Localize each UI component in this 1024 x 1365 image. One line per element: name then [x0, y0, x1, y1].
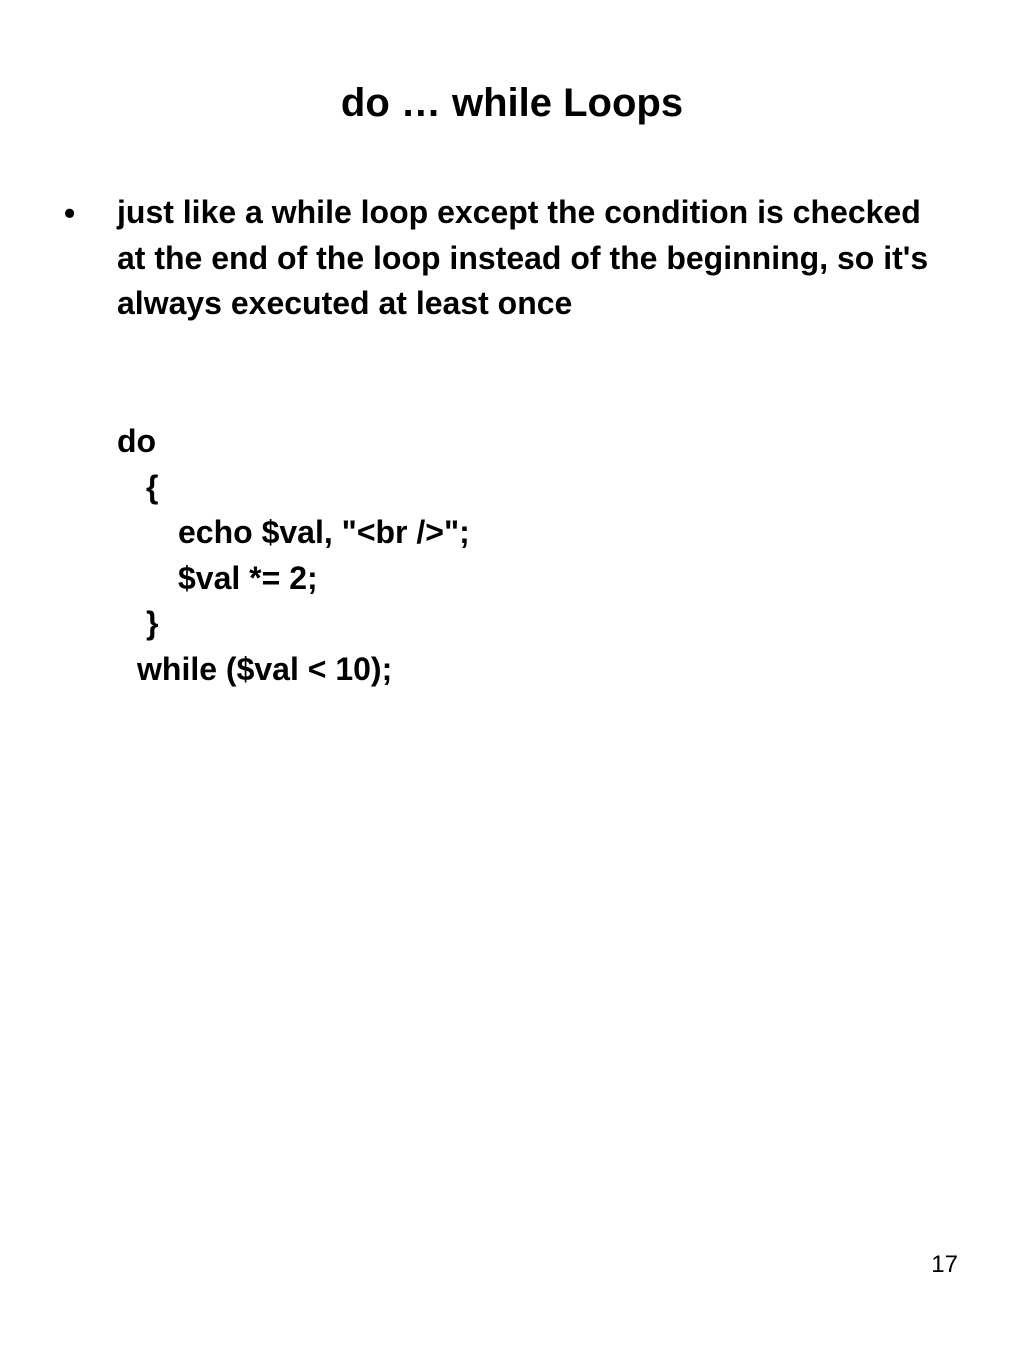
code-line-echo: echo $val, "<br />"; [178, 514, 470, 550]
bullet-text: just like a while loop except the condition is checked at the end of the loop instead of the beginning, so it's always executed at least once [117, 194, 929, 321]
bullet-marker: • [64, 195, 76, 231]
code-line-do: do [117, 423, 157, 459]
code-line-multiply: $val *= 2; [178, 560, 318, 596]
slide-title: do … while Loops [340, 81, 684, 125]
code-line-open-brace: { [146, 469, 159, 505]
page-number: 17 [931, 1251, 958, 1278]
code-line-while: while ($val < 10); [137, 651, 393, 687]
code-line-close-brace: } [146, 605, 159, 641]
